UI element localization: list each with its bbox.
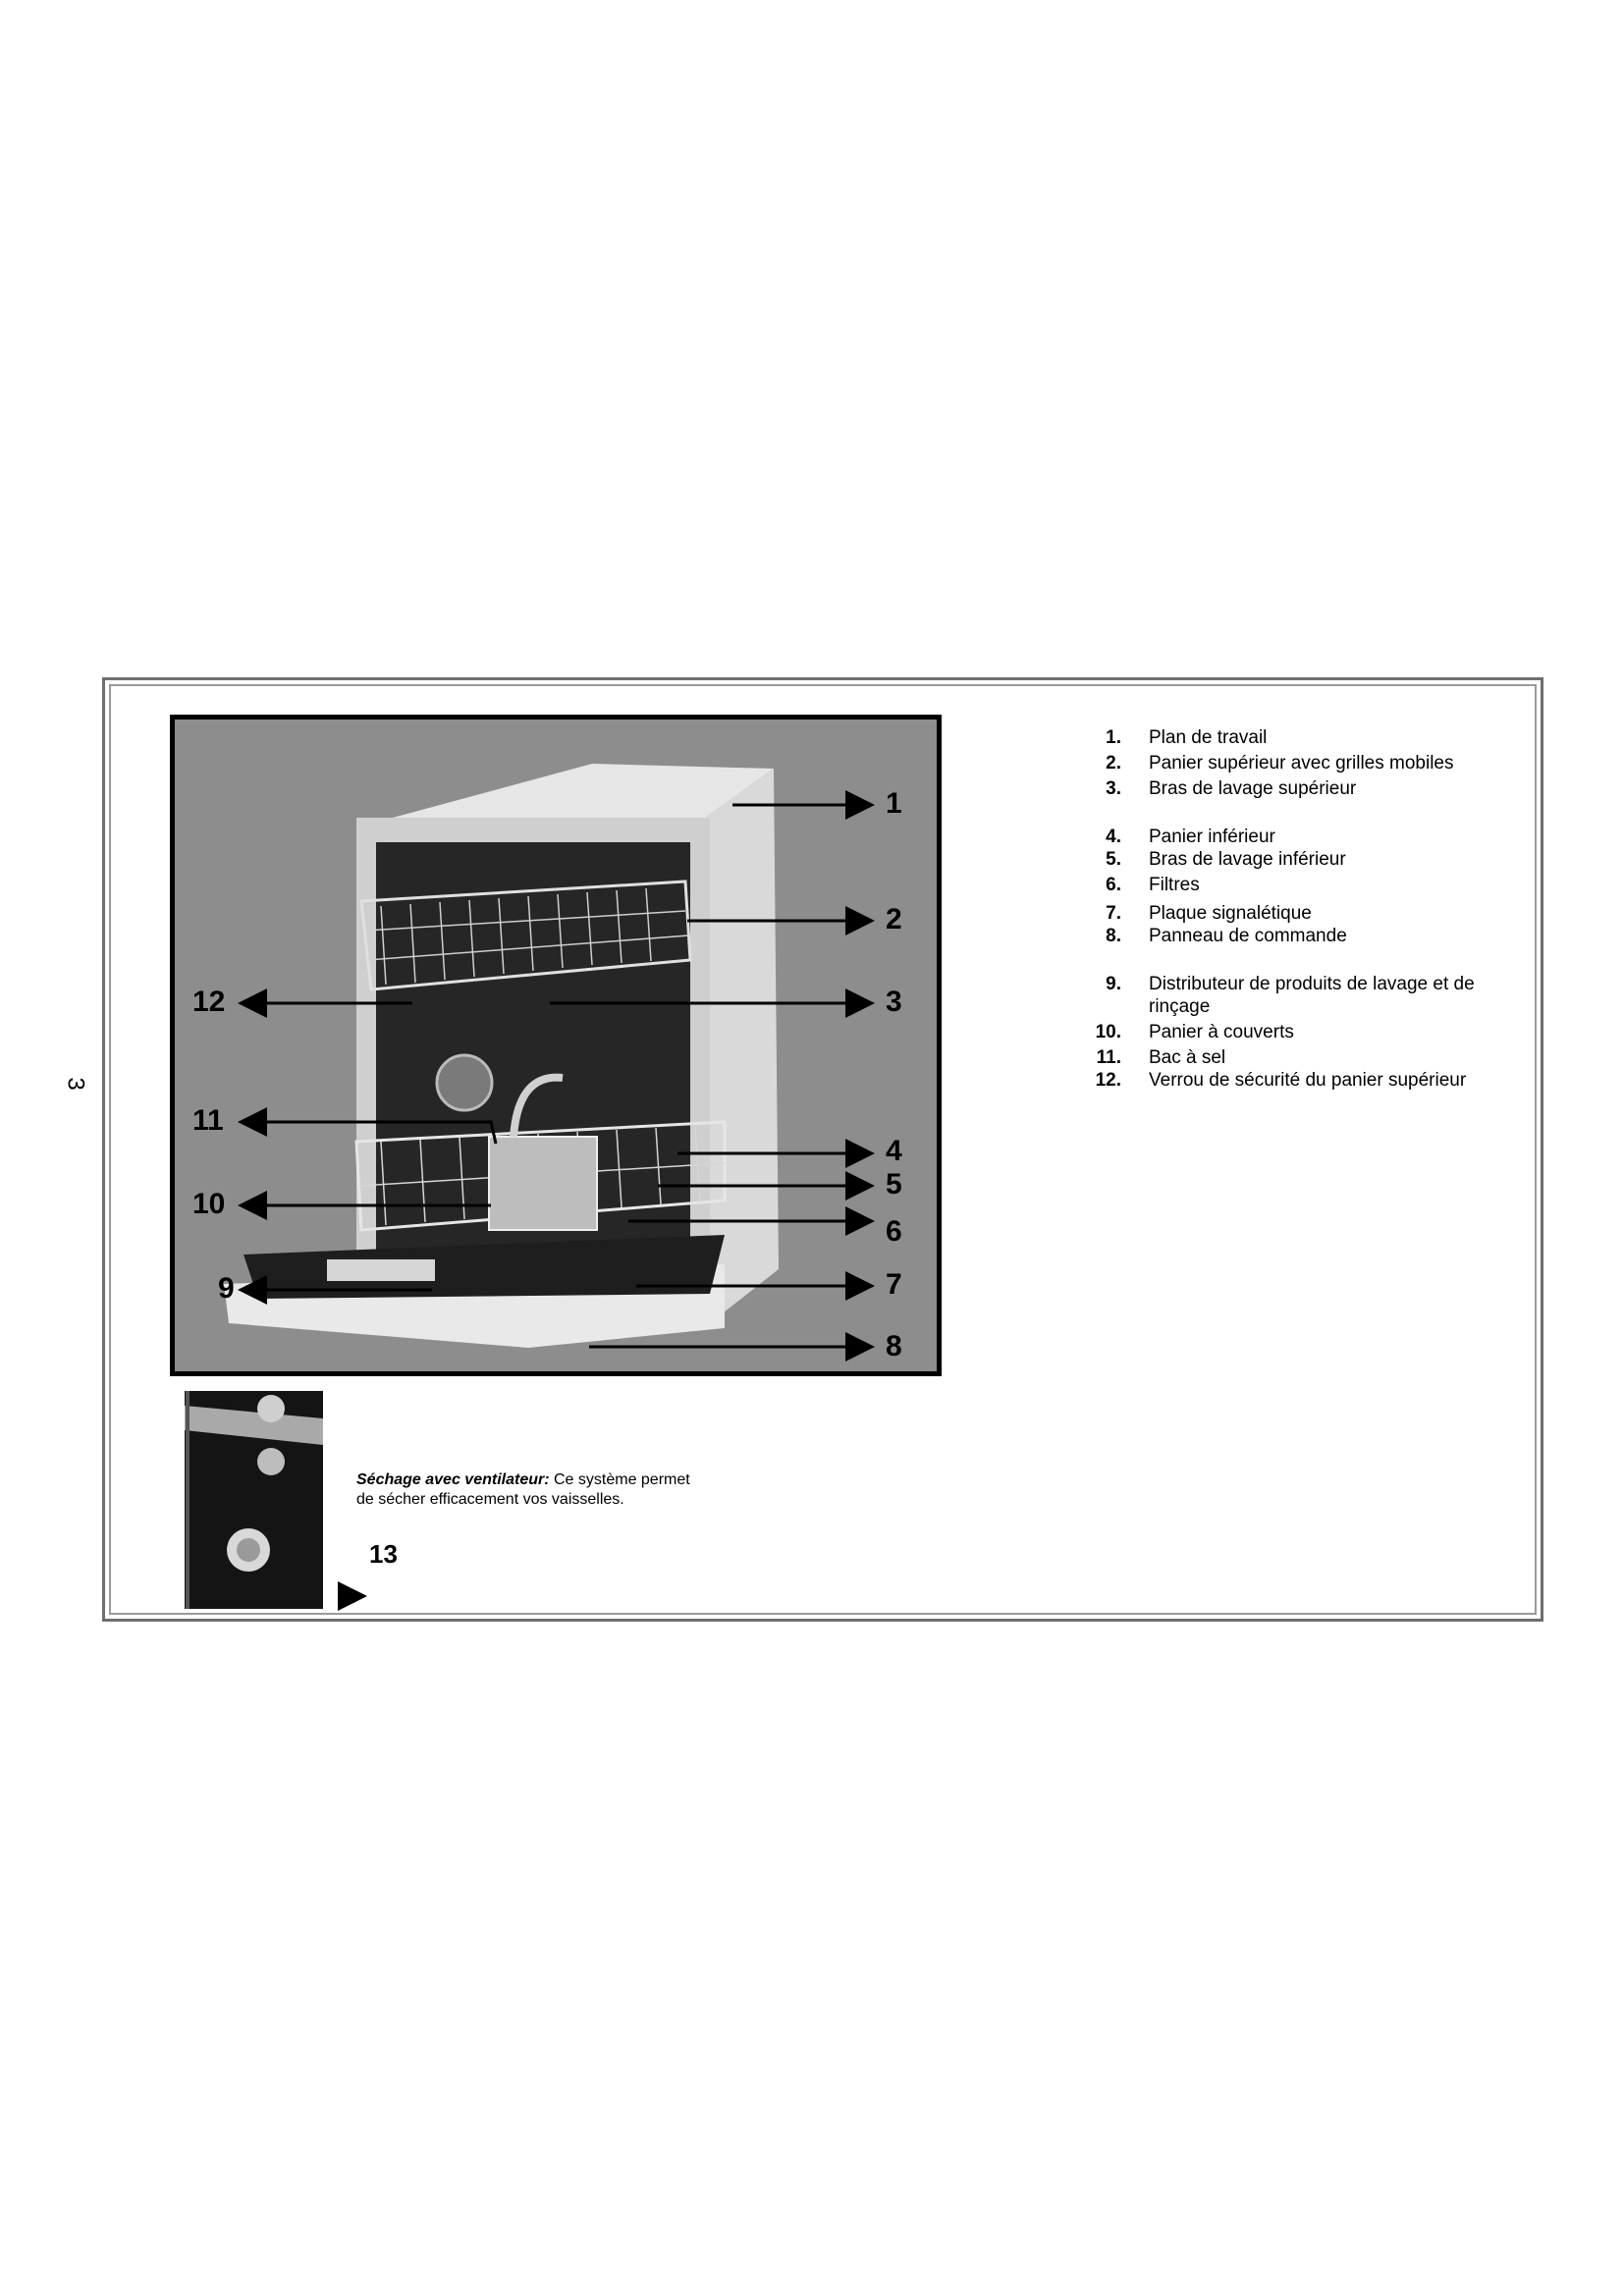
legend-item: 4. Panier inférieur xyxy=(1106,827,1275,847)
callout-8: 8 xyxy=(886,1330,902,1362)
legend-item: 7. Plaque signalétique xyxy=(1106,903,1312,924)
callout-4: 4 xyxy=(886,1135,902,1167)
callout-12: 12 xyxy=(192,986,226,1018)
legend-item: 8. Panneau de commande xyxy=(1106,926,1347,946)
callout-10: 10 xyxy=(192,1188,226,1220)
fan-drying-text: Ce système permet de sécher efficacement vos vaisselles. xyxy=(356,1471,690,1508)
legend-item: 6. Filtres xyxy=(1106,875,1200,895)
callout-2: 2 xyxy=(886,903,902,935)
legend-item: 10. Panier à couverts xyxy=(1095,1022,1294,1042)
callout-9: 9 xyxy=(218,1272,235,1305)
legend-item: 1. Plan de travail xyxy=(1106,727,1268,748)
legend-item: 9. Distributeur de produits de lavage et de rinçage xyxy=(1106,974,1475,1017)
legend-item: 5. Bras de lavage inférieur xyxy=(1106,849,1346,870)
parts-legend xyxy=(1066,726,1498,1092)
fan-photo xyxy=(185,1391,323,1609)
page-number: 3 xyxy=(62,1077,89,1091)
callout-5: 5 xyxy=(886,1168,902,1201)
callout-1: 1 xyxy=(886,787,902,820)
fan-drying-note xyxy=(356,1470,690,1510)
callout-7: 7 xyxy=(886,1268,902,1301)
legend-item: 2. Panier supérieur avec grilles mobiles xyxy=(1106,753,1454,774)
callout-3: 3 xyxy=(886,986,902,1018)
legend-item: 12. Verrou de sécurité du panier supérieur xyxy=(1095,1070,1467,1091)
legend-item: 3. Bras de lavage supérieur xyxy=(1106,778,1357,799)
fan-drying-title: Séchage avec ventilateur: xyxy=(356,1471,550,1488)
callout-11: 11 xyxy=(192,1104,224,1137)
callout-6: 6 xyxy=(886,1215,902,1248)
callout-13: 13 xyxy=(369,1539,398,1569)
legend-item: 11. Bac à sel xyxy=(1096,1047,1226,1068)
